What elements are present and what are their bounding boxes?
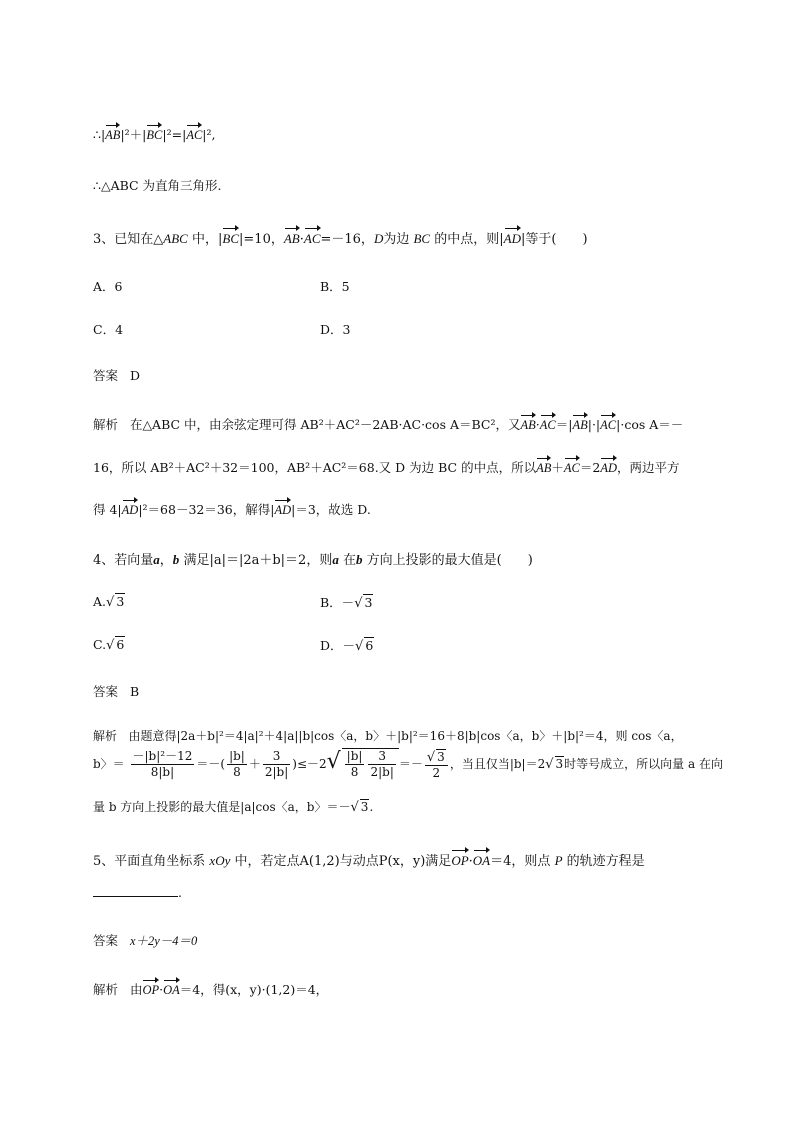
option-3a: A．6: [93, 279, 123, 294]
fraction: $\frac{√ 3}{2}$: [425, 749, 448, 781]
question-5-stem: 5、平面直角坐标系 xOy 中，若定点A(1,2)与动点P(x，y)满足OP·OA＝4，则点 P 的轨迹方程是: [93, 853, 645, 869]
analysis-4-line-3: 量 b 方向上投影的最大值是|a|cos〈a，b〉＝－√ 3.: [93, 800, 374, 815]
option-3c: C．4: [93, 322, 124, 337]
question-4-stem: 4、若向量a，b 满足|a|＝|2a＋b|＝2，则a 在b 方向上投影的最大值是( ): [93, 552, 533, 568]
conclusion-line-1: ∴|AB|²＋|BC|²=|AC|²,: [93, 127, 216, 142]
option-4b: B．－√ 3: [320, 595, 373, 611]
answer-5: 答案 x＋2y－4＝0: [93, 933, 198, 948]
conclusion-line-2: ∴△ABC 为直角三角形.: [93, 178, 222, 193]
option-4c: C.√ 6: [93, 637, 125, 653]
fraction: $\frac{|b|}{8}$: [346, 749, 363, 779]
fraction: $\frac{|b|}{8}$: [229, 749, 245, 779]
fraction: $\frac{3}{2|b|}$: [370, 749, 394, 779]
fraction: $\frac{\text{－|b|²－12}}{8|b|}$: [132, 749, 193, 779]
question-3-stem: 3、已知在△ABC 中，|BC|=10，AB·AC=－16，D为边 BC 的中点，则|AD|等于( ): [93, 231, 588, 247]
option-4a: A.√ 3: [93, 594, 125, 610]
analysis-5-line-1: 解析 由OP·OA＝4，得(x，y)·(1,2)＝4，: [93, 982, 329, 997]
answer-3: 答案 D: [93, 368, 140, 383]
question-5-blank-line: .: [93, 884, 182, 900]
analysis-4-line-2: b〉＝ $\frac{\text{－|b|²－12}}{8|b|}$ ＝－( $\frac{|b|}{8}$ ＋ $\frac{3}{2|b|}$ )≤－2√ $\frac{|b|}{8}$ $\frac{3}{2|b|}$ ＝－ $\frac{√ 3}{2}$ ，当且仅当|b|＝2√ 3时等号成立，所以向量 a 在向: [93, 749, 723, 780]
fraction: $\frac{3}{2|b|}$: [264, 749, 289, 779]
analysis-3-line-2: 16，所以 AB²＋AC²＋32＝100，AB²＋AC²＝68.又 D 为边 BC 的中点，所以AB＋AC＝2AD，两边平方: [93, 460, 680, 475]
answer-blank[interactable]: [93, 884, 178, 897]
option-4d: D．－√ 6: [320, 638, 374, 654]
analysis-3-line-3: 得 4|AD|²＝68－32＝36，解得|AD|＝3，故选 D.: [93, 502, 371, 517]
analysis-3-line-1: 解析 在△ABC 中，由余弦定理可得 AB²＋AC²－2AB·AC·cos A＝BC²，又AB·AC＝|AB|·|AC|·cos A＝－: [93, 417, 684, 432]
option-3b: B．5: [320, 279, 350, 294]
answer-4: 答案 B: [93, 684, 140, 699]
option-3d: D．3: [320, 322, 351, 337]
analysis-4-line-1: 解析 由题意得|2a＋b|²＝4|a|²＋4|a||b|cos〈a，b〉＋|b|²＝16＋8|b|cos〈a，b〉＋|b|²＝4，则 cos〈a，: [93, 729, 683, 743]
